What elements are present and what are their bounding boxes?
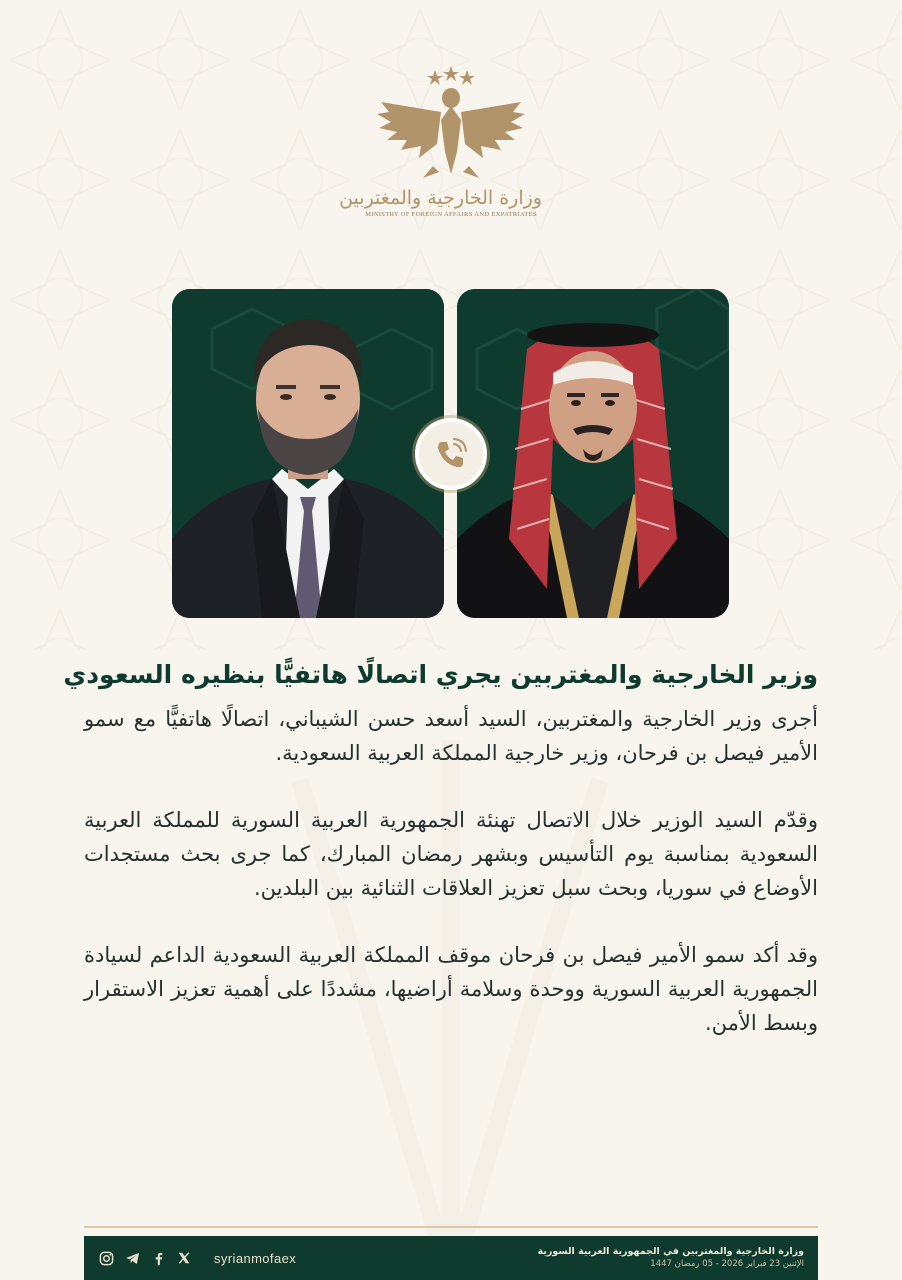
footer-info (538, 1245, 804, 1271)
photo-syrian-minister (172, 289, 444, 618)
social-handle[interactable]: syrianmofaex (214, 1250, 297, 1266)
article-body (84, 702, 818, 1073)
telegram-icon[interactable] (124, 1250, 140, 1266)
instagram-icon[interactable] (98, 1250, 114, 1266)
ministry-emblem (339, 62, 542, 240)
eagle-logo-icon (371, 62, 531, 182)
footer-bar (84, 1236, 818, 1280)
article-paragraph: وقد أكد سمو الأمير فيصل بن فرحان موقف المملكة العربية السعودية الداعم لسيادة الجمهورية العربية السورية ووحدة وسلامة أراضيها، مشددًا على أهمية تعزيز الاستقرار وبسط الأمن. (84, 943, 818, 1035)
facebook-icon[interactable] (150, 1250, 166, 1266)
ministry-name-arabic: وزارة الخارجية والمغتربين (339, 187, 542, 209)
photo-saudi-minister (457, 289, 729, 618)
footer-ministry-name: وزارة الخارجية والمغتربين في الجمهورية العربية السورية (537, 1246, 804, 1257)
article-paragraph: وقدّم السيد الوزير خلال الاتصال تهنئة الجمهورية العربية السورية للمملكة العربية السعودية بمناسبة يوم التأسيس وبشهر رمضان المبارك، كما جرى بحث مستجدات الأوضاع في سوريا، وبحث سبل تعزيز العلاقات الثنائية بين البلدين. (84, 808, 818, 900)
x-icon[interactable] (176, 1250, 192, 1266)
footer-divider (84, 1226, 818, 1228)
article-paragraph: أجرى وزير الخارجية والمغتربين، السيد أسعد حسن الشيباني، اتصالًا هاتفيًّا مع سمو الأمير فيصل بن فرحان، وزير خارجية المملكة العربية السعودية. (84, 707, 818, 765)
ministry-name-english: MINISTRY OF FOREIGN AFFAIRS AND EXPATRIATES (365, 211, 537, 218)
phone-call-icon (431, 434, 471, 474)
phone-call-badge (415, 418, 487, 490)
social-links (98, 1250, 296, 1266)
article-headline: وزير الخارجية والمغتربين يجري اتصالًا هاتفيًّا بنظيره السعودي (63, 660, 818, 689)
footer-date: الإثنين 23 فبراير 2026 - 05 رمضان 1447 (650, 1259, 804, 1269)
